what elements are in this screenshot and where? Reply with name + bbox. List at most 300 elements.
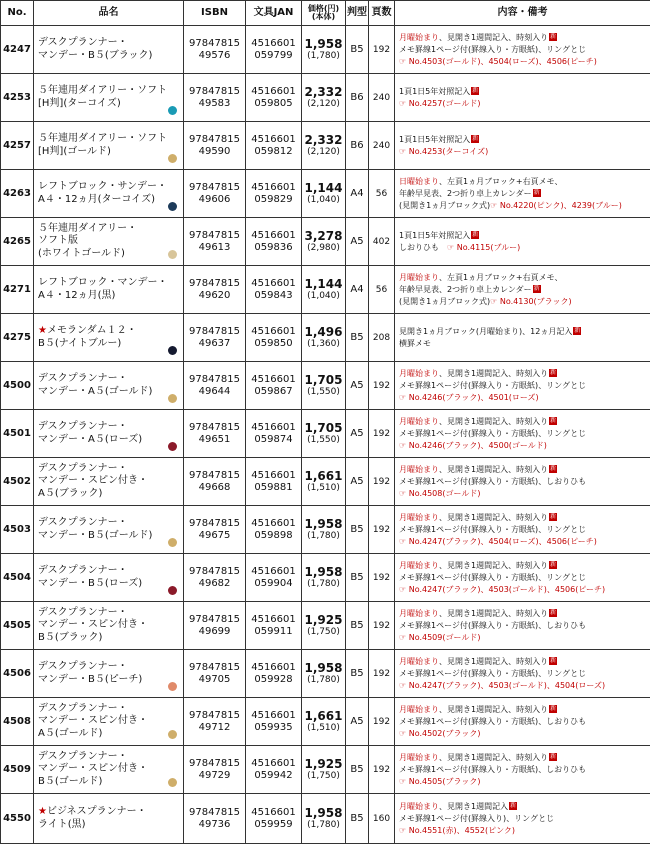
price: 1,925	[304, 612, 343, 627]
pointing-hand-icon: ☞	[399, 728, 409, 738]
notes-line	[399, 776, 648, 788]
item-name-cell	[34, 266, 184, 314]
notes-text: 、左頁1ヵ月ブロック+右頁メモ、	[439, 176, 563, 186]
price-base: (1,780)	[307, 675, 340, 686]
header-isbn: ISBN	[184, 1, 246, 26]
table-row	[1, 362, 650, 410]
item-name: デスクプランナー・ マンデー・スピン付き・ A５(ブラック)	[38, 462, 148, 499]
isbn: 97847815 49637	[184, 314, 246, 362]
jan-code: 4516601 059911	[246, 602, 302, 650]
color-swatch-icon	[168, 202, 177, 211]
header-no: No.	[1, 1, 34, 26]
table-row	[1, 458, 650, 506]
table-row	[1, 74, 650, 122]
notes-text: 、しおりひも	[538, 620, 587, 630]
jan-code: 4516601 059836	[246, 218, 302, 266]
notes	[395, 698, 650, 746]
notes	[395, 458, 650, 506]
notes-line	[399, 428, 648, 440]
notes-text: No.4502(ブラック)	[408, 728, 481, 738]
pointing-hand-icon: ☞	[399, 584, 409, 594]
table-body	[1, 26, 650, 844]
notes-text: (罫線入り・方眼紙)	[467, 764, 539, 774]
isbn: 97847815 49583	[184, 74, 246, 122]
notes-line	[399, 801, 648, 813]
new-badge: 新	[472, 231, 479, 238]
notes	[395, 794, 650, 844]
notes	[395, 26, 650, 74]
new-badge: 新	[550, 465, 557, 472]
color-swatch-icon	[168, 586, 177, 595]
notes-text: しおりひも	[399, 242, 447, 252]
item-number: 4504	[1, 554, 34, 602]
notes-line	[399, 326, 648, 338]
isbn: 97847815 49644	[184, 362, 246, 410]
isbn: 97847815 49576	[184, 26, 246, 74]
page-count: 240	[369, 74, 395, 122]
item-name-cell	[34, 122, 184, 170]
notes-text: 月曜始まり	[399, 801, 439, 811]
jan-code: 4516601 059935	[246, 698, 302, 746]
color-swatch-icon	[168, 394, 177, 403]
page-count: 192	[369, 554, 395, 602]
item-name: ★ビジネスプランナー・ ライト(黒)	[38, 806, 147, 830]
new-badge: 新	[533, 285, 540, 292]
notes-text: 月曜始まり	[399, 368, 439, 378]
size: B6	[346, 74, 369, 122]
isbn: 97847815 49736	[184, 794, 246, 844]
pointing-hand-icon: ☞	[399, 680, 409, 690]
header-pages: 頁数	[369, 1, 395, 26]
price-base: (1,550)	[307, 387, 340, 398]
item-number: 4257	[1, 122, 34, 170]
notes-text: (罫線入り・方眼紙)	[467, 668, 539, 678]
price-base: (1,510)	[307, 483, 340, 494]
size: A5	[346, 698, 369, 746]
item-number: 4265	[1, 218, 34, 266]
table-row	[1, 650, 650, 698]
item-name: デスクプランナー・ マンデー・B５(ピーチ)	[38, 661, 143, 685]
size: B5	[346, 746, 369, 794]
notes-text: 、左頁1ヵ月ブロック+右頁メモ、	[439, 272, 563, 282]
notes-text: メモ罫線1ページ付	[399, 620, 468, 630]
price-base: (1,040)	[307, 195, 340, 206]
item-number: 4508	[1, 698, 34, 746]
item-name-cell	[34, 746, 184, 794]
item-number: 4505	[1, 602, 34, 650]
pointing-hand-icon: ☞	[399, 825, 409, 835]
item-name-cell	[34, 602, 184, 650]
new-badge: 新	[550, 33, 557, 40]
price-base: (2,120)	[307, 147, 340, 158]
notes-text: 、見開き1週間記入、時刻入り	[439, 368, 549, 378]
notes-text: メモ罫線1ページ付	[399, 764, 468, 774]
notes	[395, 554, 650, 602]
notes-text: 、見開き1週間記入、時刻入り	[439, 704, 549, 714]
notes-line	[399, 176, 648, 188]
notes-line	[399, 524, 648, 536]
jan-code: 4516601 059898	[246, 506, 302, 554]
notes-text: (見開き1ヵ月ブロック式)	[399, 200, 491, 210]
notes-line	[399, 284, 648, 296]
table-row	[1, 266, 650, 314]
size: A4	[346, 266, 369, 314]
notes-text: 月曜始まり	[399, 752, 439, 762]
notes	[395, 650, 650, 698]
notes-text: 、しおりひも	[538, 716, 587, 726]
item-name-cell	[34, 410, 184, 458]
jan-code: 4516601 059799	[246, 26, 302, 74]
pointing-hand-icon: ☞	[490, 200, 500, 210]
item-number: 4275	[1, 314, 34, 362]
notes	[395, 362, 650, 410]
item-name-cell	[34, 362, 184, 410]
new-badge: 新	[550, 369, 557, 376]
jan-code: 4516601 059812	[246, 122, 302, 170]
size: B5	[346, 794, 369, 844]
notes	[395, 170, 650, 218]
page-count: 192	[369, 506, 395, 554]
table-row	[1, 794, 650, 844]
notes-text: No.4509(ゴールド)	[408, 632, 481, 642]
notes-line	[399, 632, 648, 644]
pointing-hand-icon: ☞	[490, 296, 500, 306]
price-base: (2,980)	[307, 243, 340, 254]
page-count: 56	[369, 266, 395, 314]
color-swatch-icon	[168, 682, 177, 691]
notes-line	[399, 380, 648, 392]
notes	[395, 410, 650, 458]
notes-line	[399, 584, 648, 596]
table-row	[1, 122, 650, 170]
page-count: 192	[369, 410, 395, 458]
price: 1,144	[304, 276, 343, 291]
size: B5	[346, 650, 369, 698]
price-base: (1,510)	[307, 723, 340, 734]
item-name: デスクプランナー・ マンデー・B５(ローズ)	[38, 565, 143, 589]
page-count: 192	[369, 26, 395, 74]
notes-text: No.4247(ブラック)、4504(ローズ)、4506(ピーチ)	[408, 536, 597, 546]
notes-text: 月曜始まり	[399, 416, 439, 426]
pointing-hand-icon: ☞	[399, 632, 409, 642]
isbn: 97847815 49590	[184, 122, 246, 170]
notes-text: (罫線入り・方眼紙)	[467, 44, 539, 54]
notes-text: 、リングとじ	[538, 44, 587, 54]
notes-text: (罫線入り・方眼紙)	[467, 428, 539, 438]
notes-line	[399, 134, 648, 146]
notes-text: 1頁1日5年対照記入	[399, 86, 471, 96]
notes-text: No.4551(赤)、4552(ピンク)	[408, 825, 516, 835]
price: 1,958	[304, 516, 343, 531]
price: 1,958	[304, 805, 343, 820]
color-swatch-icon	[168, 538, 177, 547]
notes-text: No.4253(ターコイズ)	[408, 146, 489, 156]
notes	[395, 218, 650, 266]
page-count: 208	[369, 314, 395, 362]
price-cell	[302, 506, 346, 554]
price-cell	[302, 746, 346, 794]
notes-text: メモ罫線1ページ付	[399, 524, 468, 534]
notes-text: No.4505(ブラック)	[408, 776, 481, 786]
isbn: 97847815 49668	[184, 458, 246, 506]
notes-text: 、リングとじ	[538, 380, 587, 390]
notes-text: 1頁1日5年対照記入	[399, 230, 471, 240]
color-swatch-icon	[168, 250, 177, 259]
jan-code: 4516601 059843	[246, 266, 302, 314]
table-row	[1, 506, 650, 554]
notes-text: 月曜始まり	[399, 656, 439, 666]
notes-line	[399, 656, 648, 668]
notes-text: 、リングとじ	[538, 524, 587, 534]
notes-line	[399, 512, 648, 524]
price-cell	[302, 26, 346, 74]
price-base: (1,780)	[307, 51, 340, 62]
item-name-cell	[34, 218, 184, 266]
notes-text: 月曜始まり	[399, 512, 439, 522]
color-swatch-icon	[168, 778, 177, 787]
notes-line	[399, 146, 648, 158]
table-row	[1, 698, 650, 746]
item-number: 4253	[1, 74, 34, 122]
notes-text: メモ罫線1ページ付	[399, 716, 468, 726]
pointing-hand-icon: ☞	[399, 776, 409, 786]
item-name-cell	[34, 506, 184, 554]
notes-text: 月曜始まり	[399, 560, 439, 570]
item-name: デスクプランナー・ マンデー・B５(ブラック)	[38, 37, 153, 61]
table-row	[1, 314, 650, 362]
page-count: 192	[369, 746, 395, 794]
new-badge: 新	[472, 135, 479, 142]
item-name: デスクプランナー・ マンデー・スピン付き・ B５(ゴールド)	[38, 750, 148, 787]
price: 1,958	[304, 660, 343, 675]
page-count: 240	[369, 122, 395, 170]
page-count: 192	[369, 602, 395, 650]
header-jan: 文具JAN	[246, 1, 302, 26]
item-name-cell	[34, 170, 184, 218]
size: B5	[346, 602, 369, 650]
table-row	[1, 746, 650, 794]
item-name: デスクプランナー・ マンデー・スピン付き・ A５(ゴールド)	[38, 702, 148, 739]
table-row	[1, 602, 650, 650]
notes-text: 、見開き1週間記入、時刻入り	[439, 416, 549, 426]
notes-text: 、リングとじ	[538, 572, 587, 582]
notes-text: 、リングとじ	[538, 428, 587, 438]
star-icon: ★	[38, 325, 47, 336]
notes-line	[399, 704, 648, 716]
notes-line	[399, 98, 648, 110]
item-name-cell	[34, 314, 184, 362]
price-base: (1,040)	[307, 291, 340, 302]
item-name-cell	[34, 26, 184, 74]
notes-text: メモ罫線1ページ付	[399, 44, 468, 54]
size: B5	[346, 314, 369, 362]
isbn: 97847815 49699	[184, 602, 246, 650]
jan-code: 4516601 059942	[246, 746, 302, 794]
item-name-cell	[34, 650, 184, 698]
price-cell	[302, 218, 346, 266]
size: B5	[346, 554, 369, 602]
price-cell	[302, 170, 346, 218]
item-name: ５年連用ダイアリー・ソフト [H判](ゴールド)	[38, 133, 168, 157]
notes-line	[399, 242, 648, 254]
page-count: 192	[369, 458, 395, 506]
notes-text: No.4246(ブラック)、4500(ゴールド)	[408, 440, 547, 450]
new-badge: 新	[510, 802, 517, 809]
notes-text: 、見開き1週間記入、時刻入り	[439, 656, 549, 666]
price-cell	[302, 410, 346, 458]
table-row	[1, 170, 650, 218]
table-header-row	[1, 1, 650, 26]
notes-text: No.4130(ブラック)	[499, 296, 572, 306]
notes-line	[399, 272, 648, 284]
price: 2,332	[304, 84, 343, 99]
notes-line	[399, 338, 648, 350]
price-base: (1,360)	[307, 339, 340, 350]
header-size: 判型	[346, 1, 369, 26]
item-name: デスクプランナー・ マンデー・A５(ローズ)	[38, 421, 143, 445]
item-name: レフトブロック・サンデー・ A４・12ヵ月(ターコイズ)	[38, 181, 167, 205]
notes-line	[399, 368, 648, 380]
isbn: 97847815 49613	[184, 218, 246, 266]
item-name-cell	[34, 74, 184, 122]
notes	[395, 314, 650, 362]
notes	[395, 122, 650, 170]
isbn: 97847815 49620	[184, 266, 246, 314]
notes-line	[399, 825, 648, 837]
notes-text: No.4115(ブルー)	[456, 242, 521, 252]
notes-text: 、リングとじ	[538, 668, 587, 678]
price: 1,705	[304, 372, 343, 387]
notes-line	[399, 44, 648, 56]
item-number: 4247	[1, 26, 34, 74]
notes-text: メモ罫線1ページ付	[399, 813, 468, 823]
item-name: レフトブロック・マンデー・ A４・12ヵ月(黒)	[38, 277, 168, 301]
page-count: 192	[369, 698, 395, 746]
new-badge: 新	[550, 705, 557, 712]
color-swatch-icon	[168, 442, 177, 451]
notes	[395, 266, 650, 314]
price-cell	[302, 74, 346, 122]
notes-text: (罫線入り・方眼紙)	[467, 716, 539, 726]
price: 1,661	[304, 468, 343, 483]
notes	[395, 602, 650, 650]
item-name-cell	[34, 698, 184, 746]
notes	[395, 746, 650, 794]
notes-line	[399, 560, 648, 572]
price: 2,332	[304, 132, 343, 147]
new-badge: 新	[574, 327, 581, 334]
notes-line	[399, 440, 648, 452]
jan-code: 4516601 059881	[246, 458, 302, 506]
notes-line	[399, 668, 648, 680]
pointing-hand-icon: ☞	[399, 146, 409, 156]
price-cell	[302, 314, 346, 362]
notes-line	[399, 536, 648, 548]
notes-text: 月曜始まり	[399, 32, 439, 42]
price-cell	[302, 698, 346, 746]
notes-line	[399, 32, 648, 44]
notes-line	[399, 230, 648, 242]
item-name: ５年連用ダイアリー・ソフト [H判](ターコイズ)	[38, 85, 168, 109]
new-badge: 新	[533, 189, 540, 196]
price-base: (2,120)	[307, 99, 340, 110]
notes-text: 、見開き1週間記入、時刻入り	[439, 32, 549, 42]
price: 1,144	[304, 180, 343, 195]
price-cell	[302, 794, 346, 844]
notes-line	[399, 488, 648, 500]
notes-text: No.4257(ゴールド)	[408, 98, 481, 108]
isbn: 97847815 49606	[184, 170, 246, 218]
jan-code: 4516601 059959	[246, 794, 302, 844]
new-badge: 新	[550, 417, 557, 424]
price-cell	[302, 122, 346, 170]
price-base: (1,780)	[307, 820, 340, 831]
price-cell	[302, 602, 346, 650]
notes-text: 、見開き1週間記入、時刻入り	[439, 512, 549, 522]
page-count: 402	[369, 218, 395, 266]
notes-text: (見開き1ヵ月ブロック式)	[399, 296, 491, 306]
notes-text: メモ罫線1ページ付	[399, 380, 468, 390]
notes-text: メモ罫線1ページ付	[399, 428, 468, 438]
notes-text: 、見開き1週間記入、時刻入り	[439, 608, 549, 618]
size: A5	[346, 410, 369, 458]
notes-line	[399, 416, 648, 428]
notes-line	[399, 608, 648, 620]
item-number: 4263	[1, 170, 34, 218]
new-badge: 新	[550, 513, 557, 520]
notes-line	[399, 86, 648, 98]
price: 1,958	[304, 564, 343, 579]
jan-code: 4516601 059867	[246, 362, 302, 410]
item-number: 4509	[1, 746, 34, 794]
table-row	[1, 410, 650, 458]
notes-text: 月曜始まり	[399, 464, 439, 474]
notes-line	[399, 728, 648, 740]
table-row	[1, 26, 650, 74]
color-swatch-icon	[168, 730, 177, 739]
notes-text: 横罫メモ	[399, 338, 431, 348]
notes-line	[399, 188, 648, 200]
isbn: 97847815 49705	[184, 650, 246, 698]
price-cell	[302, 554, 346, 602]
price-cell	[302, 362, 346, 410]
new-badge: 新	[472, 87, 479, 94]
isbn: 97847815 49712	[184, 698, 246, 746]
notes-line	[399, 680, 648, 692]
jan-code: 4516601 059805	[246, 74, 302, 122]
isbn: 97847815 49675	[184, 506, 246, 554]
price: 3,278	[304, 228, 343, 243]
item-name: デスクプランナー・ マンデー・スピン付き・ B５(ブラック)	[38, 606, 148, 643]
item-name-cell	[34, 458, 184, 506]
item-number: 4502	[1, 458, 34, 506]
price: 1,496	[304, 324, 343, 339]
notes-line	[399, 200, 648, 212]
notes-text: No.4220(ピンク)、4239(ブルー)	[499, 200, 622, 210]
jan-code: 4516601 059829	[246, 170, 302, 218]
notes-line	[399, 296, 648, 308]
notes-line	[399, 392, 648, 404]
notes-text: 月曜始まり	[399, 608, 439, 618]
notes-text: 、見開き1週間記入、時刻入り	[439, 752, 549, 762]
notes-text: (罫線入り・方眼紙)	[467, 476, 539, 486]
price-cell	[302, 266, 346, 314]
item-name-cell	[34, 554, 184, 602]
item-number: 4550	[1, 794, 34, 844]
header-price: 価格(円) (本体)	[302, 1, 346, 26]
color-swatch-icon	[168, 154, 177, 163]
notes-text: No.4508(ゴールド)	[408, 488, 481, 498]
